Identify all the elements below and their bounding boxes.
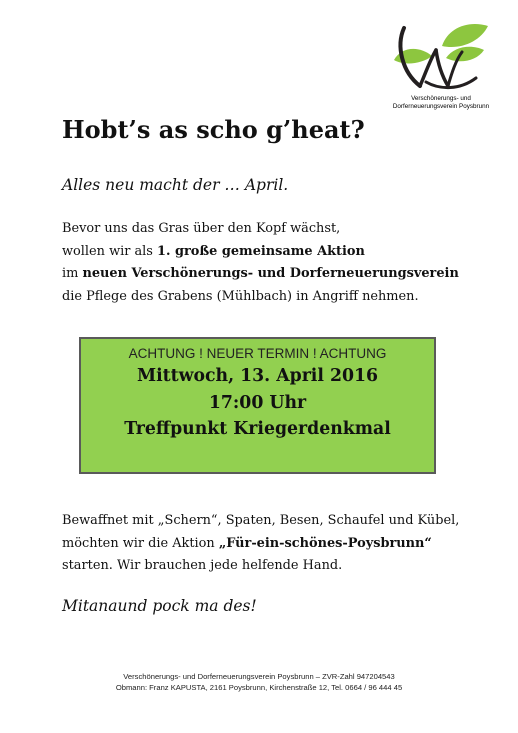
- intro-paragraph: [62, 218, 459, 308]
- outro-line-2: [62, 533, 459, 556]
- footer-line-2: Obmann: Franz KAPUSTA, 2161 Poysbrunn, Kirchenstraße 12, Tel. 0664 / 96 444 45: [115, 683, 403, 692]
- subtitle: Alles neu macht der … April.: [62, 176, 289, 194]
- outro-paragraph: [62, 510, 459, 578]
- closing-phrase: Mitanaund pock ma des!: [62, 597, 257, 615]
- intro-line-2-text: wollen wir als: [62, 243, 158, 259]
- footer: [0, 671, 518, 693]
- outro-line-2-emphasis: „Für-ein-schönes-Poysbrunn“: [218, 535, 432, 551]
- intro-line-3-text: im: [62, 266, 83, 281]
- notice-time: 17:00 Uhr: [208, 392, 307, 413]
- appointment-notice-box: [79, 337, 436, 474]
- intro-line-2-emphasis: 1. große gemeinsame Aktion: [157, 243, 365, 259]
- intro-line-4: die Pflege des Grabens (Mühlbach) in Angriff nehmen.: [62, 288, 419, 304]
- notice-date: Mittwoch, 13. April 2016: [136, 366, 379, 386]
- outro-line-2-text: möchten wir die Aktion: [62, 535, 219, 551]
- notice-heading: ACHTUNG ! NEUER TERMIN ! ACHTUNG: [128, 346, 387, 361]
- intro-line-3: [62, 263, 459, 286]
- intro-line-3-emphasis: neuen Verschönerungs- und Dorferneuerungsverein: [82, 266, 459, 281]
- outro-line-1: Bewaffnet mit „Schern“, Spaten, Besen, Schaufel und Kübel,: [62, 513, 460, 528]
- logo-caption-line-2: Dorferneuerungsverein Poysbrunn: [392, 103, 490, 110]
- association-logo: [382, 16, 500, 112]
- logo-caption: [382, 95, 500, 111]
- intro-line-1: Bevor uns das Gras über den Kopf wächst,: [62, 221, 341, 236]
- notice-meeting-place: Treffpunkt Kriegerdenkmal: [124, 419, 391, 439]
- intro-line-2: [62, 241, 459, 264]
- footer-line-1: Verschönerungs- und Dorferneuerungsverein Poysbrunn – ZVR-Zahl 947204543: [123, 672, 395, 681]
- outro-line-3: starten. Wir brauchen jede helfende Hand.: [62, 558, 343, 573]
- leaf-logo-icon: [390, 16, 490, 94]
- logo-caption-line-1: Verschönerungs- und: [411, 95, 471, 102]
- page-title: Hobt’s as scho g’heat?: [62, 115, 365, 144]
